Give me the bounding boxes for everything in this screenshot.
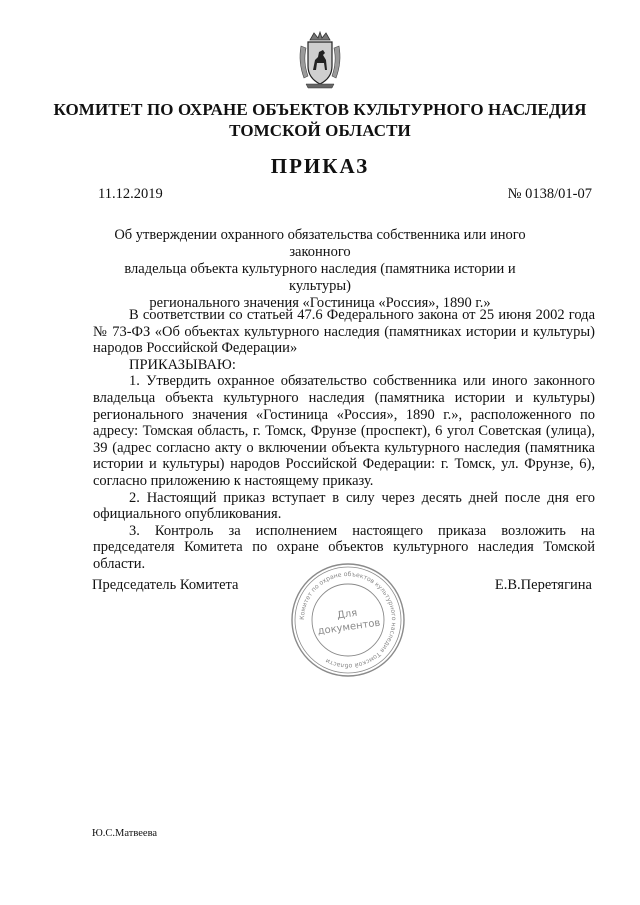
signatory-name: Е.В.Перетягина xyxy=(494,577,592,593)
document-date: 11.12.2019 xyxy=(98,186,163,202)
organization-name: КОМИТЕТ ПО ОХРАНЕ ОБЪЕКТОВ КУЛЬТУРНОГО НАСЛЕДИЯ xyxy=(53,100,587,119)
order-item-1: 1. Утвердить охранное обязательство собственника или иного законного владельца объекта культурного наследия (памятника истории и культуры) регионального значения «Гостиница «Россия», 1890 г.», расположенного по адресу: Томская область, г. Томск, Фрунзе (проспект), 6 угол Советская (улица), 39 (адрес согласно акту о включении объекта культурного наследия (памятника истории и культуры) народов Российской Федерации: г. Томск, ул. Фрунзе, 6), согласно приложению к настоящему приказу. xyxy=(93,373,595,489)
signatory-position: Председатель Комитета xyxy=(92,577,239,593)
document-type-title: ПРИКАЗ xyxy=(270,154,370,178)
organization-region: ТОМСКОЙ ОБЛАСТИ xyxy=(229,121,411,140)
executor-name: Ю.С.Матвеева xyxy=(92,828,158,839)
document-number: № 0138/01-07 xyxy=(507,186,592,202)
seal-center-text: Для xyxy=(336,607,359,622)
seal-ring-text: Комитет по охране объектов культурного наследия Томской области xyxy=(298,570,398,670)
order-item-3: 3. Контроль за исполнением настоящего приказа возложить на председателя Комитета по охране объектов культурного наследия Томской области. xyxy=(93,522,595,572)
document-subject xyxy=(95,227,545,312)
subject-line: владельца объекта культурного наследия (памятника истории и культуры) xyxy=(124,261,516,294)
order-item-2: 2. Настоящий приказ вступает в силу через десять дней после дня его официального опубликования. xyxy=(93,489,595,523)
official-seal-stamp xyxy=(288,560,408,680)
seal-center-text: документов xyxy=(317,617,382,638)
subject-line: регионального значения «Гостиница «Россия», 1890 г.» xyxy=(149,295,491,311)
order-keyword: ПРИКАЗЫВАЮ: xyxy=(129,356,236,373)
document-body xyxy=(93,307,595,573)
coat-of-arms-icon xyxy=(296,30,344,90)
preamble-paragraph: В соответствии со статьей 47.6 Федерального закона от 25 июня 2002 года № 73-ФЗ «Об объектах культурного наследия (памятниках истории и культуры) народов Российской Федерации» xyxy=(93,307,595,357)
subject-line: Об утверждении охранного обязательства собственника или иного законного xyxy=(114,227,526,260)
